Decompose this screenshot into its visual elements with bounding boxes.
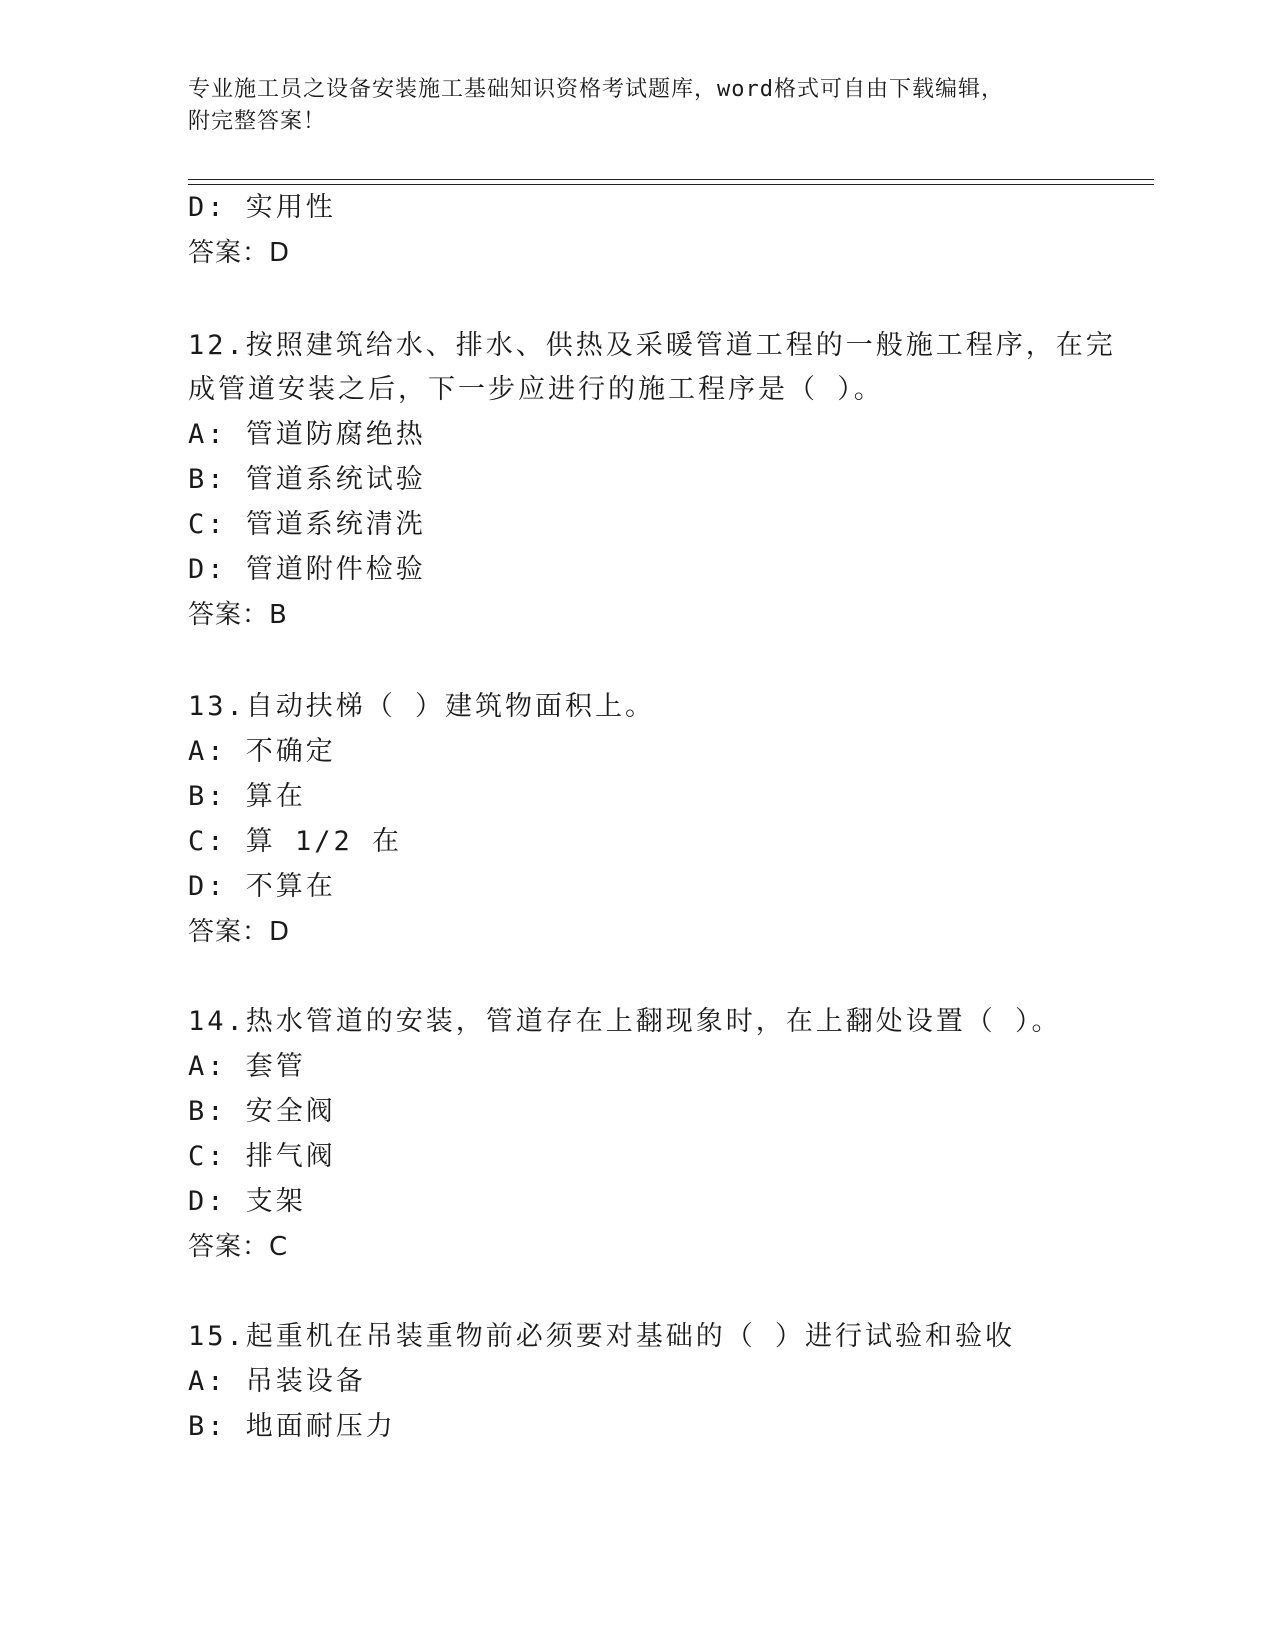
q15-stem: 15.起重机在吊装重物前必须要对基础的（ ）进行试验和验收 [188, 1321, 1016, 1352]
q13-option-b: B: 算在 [188, 781, 306, 812]
prev-option-d: D: 实用性 [188, 192, 336, 223]
q12-stem-line-1: 12.按照建筑给水、排水、供热及采暖管道工程的一般施工程序，在完 [188, 330, 1116, 361]
header-rule-bottom [188, 184, 1154, 185]
q12-option-c: C: 管道系统清洗 [188, 509, 426, 540]
q12-option-d: D: 管道附件检验 [188, 554, 426, 585]
document-header [188, 74, 1088, 138]
header-line-1: 专业施工员之设备安装施工基础知识资格考试题库，word格式可自由下载编辑， [188, 77, 1004, 102]
q12-stem-line-2: 成管道安装之后，下一步应进行的施工程序是（ ）。 [188, 374, 884, 405]
header-line-2: 附完整答案！ [188, 109, 327, 134]
prev-answer: 答案：D [188, 238, 291, 268]
q13-answer: 答案：D [188, 917, 291, 947]
q12-option-b: B: 管道系统试验 [188, 464, 426, 495]
q13-option-a: A: 不确定 [188, 736, 336, 767]
q13-stem: 13.自动扶梯（ ）建筑物面积上。 [188, 691, 656, 722]
q13-option-c: C: 算 1/2 在 [188, 826, 403, 857]
q14-stem: 14.热水管道的安装，管道存在上翻现象时，在上翻处设置（ ）。 [188, 1006, 1062, 1037]
header-rule-top [188, 179, 1154, 180]
q14-option-d: D: 支架 [188, 1186, 306, 1217]
q14-option-b: B: 安全阀 [188, 1096, 336, 1127]
q14-option-a: A: 套管 [188, 1051, 306, 1082]
q12-answer: 答案：B [188, 600, 288, 630]
q14-option-c: C: 排气阀 [188, 1141, 336, 1172]
q15-option-b: B: 地面耐压力 [188, 1411, 396, 1442]
q13-option-d: D: 不算在 [188, 871, 336, 902]
q14-answer: 答案：C [188, 1232, 289, 1262]
q12-option-a: A: 管道防腐绝热 [188, 419, 426, 450]
q15-option-a: A: 吊装设备 [188, 1366, 366, 1397]
